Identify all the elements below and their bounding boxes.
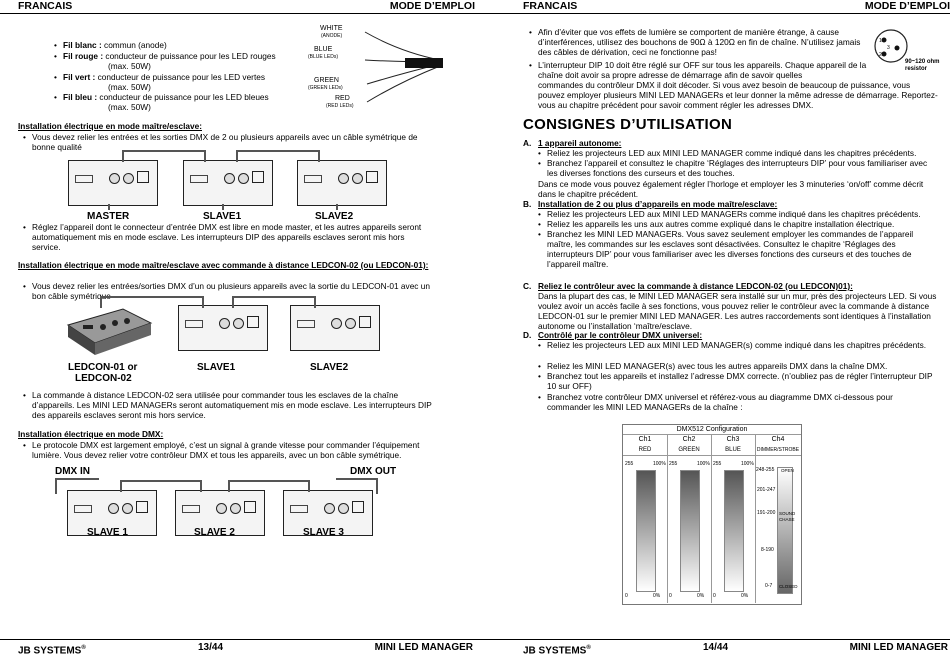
power-cable (108, 204, 110, 210)
resistor-label: 90~120 ohm (905, 59, 940, 65)
channel-name: GREEN (678, 447, 700, 453)
bullet-text: • La commande à distance LEDCON-02 sera utilisée pour commander tous les esclaves de la chaîne d’appareils. Les MINI LED MANAGERs seront automatiquement mis en mode esclave. Les interrupteurs DIP des appareils esclaves seront mis hors service. (32, 390, 432, 420)
left-page (0, 0, 475, 654)
section-letter: B. (523, 199, 532, 209)
channel-name: RED (638, 447, 652, 453)
footer-product: MINI LED MANAGER (374, 642, 473, 653)
pin-label: 3 (887, 45, 890, 51)
diagram-label: SLAVE1 (203, 211, 242, 222)
wire-extra: (max. 50W) (108, 61, 151, 71)
device-slave (178, 305, 268, 351)
wire-label: RED (335, 95, 350, 102)
bullet-text: • Branchez les MINI LED MANAGERs. Vous savez seulement employer les commandes de l’appareil maître, les commandes sur les esclaves sont désactivées. Consultez le chapitre ‘Réglages des interrupteurs DIP’ pour vous familiariser avec les diverses fonctions des curseurs et des touches de l’appareil maître. (547, 229, 937, 269)
bullet-text: • Reliez les projecteurs LED aux MINI LED MANAGER comme indiqué dans les chapitres précédents. (547, 148, 937, 158)
channel-header: Ch1 (638, 436, 652, 443)
footer-brand: JB SYSTEMS® (523, 645, 591, 656)
bullet-text: • Reliez les projecteurs LED aux MINI LED MANAGERs comme indiqué dans les chapitres précédents. (547, 209, 937, 219)
paragraph-text: Dans la plupart des cas, le MINI LED MANAGER sera installé sur un mur, près des projecteurs LED. Si vous voulez avoir un accès facile à ses fonctions, vous pouvez relier le contrôleur avec la commande à distance LEDCON-01 sur le premier MINI LED MANAGER. Les autres raccordements sont identiques à l’installation autonome ou l’installation ‘maître/esclave. (538, 291, 937, 331)
dmx-config-diagram: DMX512 Configuration Ch1 Ch2 Ch3 Ch4 RED GREEN BLUE DIMMER/STROBE 255 100% 0 0% 255 100% 0 0% 255 100% 0 0% 248-255 201-247 191-200 8-190 0-7 OPEN SOUND CHASE CLOSED (622, 424, 802, 605)
channel-name: DIMMER/STROBE (756, 447, 800, 453)
wire-item: • Fil bleu : conducteur de puissance pour les LED bleues (63, 92, 313, 102)
wire-label: GREEN (314, 77, 339, 84)
footer-product: MINI LED MANAGER (849, 642, 948, 653)
fader-green (680, 470, 700, 592)
header-language: FRANCAIS (18, 0, 73, 12)
page-header (0, 0, 475, 14)
bullet-text: • Réglez l’appareil dont le connecteur d’entrée DMX est libre en mode master, et les autres appareils seront automatiquement mis en mode esclave. Les interrupteurs DIP des appareils esclaves seront mis hors service. (32, 222, 432, 252)
header-title: MODE D’EMPLOI (389, 0, 475, 12)
diagram-label: SLAVE2 (310, 362, 349, 373)
section-heading: Contrôlé par le contrôleur DMX universel: (538, 330, 703, 340)
diagram-label: DMX IN (55, 466, 90, 477)
channel-header: Ch3 (726, 436, 740, 443)
wire-extra: (max. 50W) (108, 102, 151, 112)
header-title: MODE D’EMPLOI (864, 0, 950, 12)
bullet-text: • Branchez tout les appareils et installez l’adresse DMX correcte. (n’oubliez pas de régler l’interrupteur DIP 10 sur OFF) (547, 371, 937, 391)
page-footer (475, 639, 950, 654)
diagram-label: DMX OUT (350, 466, 397, 477)
bullet-text: • Branchez votre contrôleur DMX universel et référez-vous au diagramme DMX ci-dessous pour commander les MINI LED MANAGERs de la chaîne : (547, 392, 937, 412)
device-slave (290, 305, 380, 351)
bullet-text: • Afin d’éviter que vos effets de lumière se comportent de manière étrange, à cause d’interférences, utilisez des bouchons de 90Ω à 120Ω en fin de chaîne. N’utilisez jamais des câbles de dérivation, ceci ne fonctionne pas! (538, 27, 873, 57)
diagram-label: LEDCON-02 (75, 373, 132, 384)
section-heading: Installation de 2 ou plus d’appareils en mode maître/esclave: (538, 199, 778, 209)
page-header (475, 0, 950, 14)
section-heading: Installation électrique en mode maître/esclave: (18, 121, 202, 131)
dmx-cable (232, 296, 316, 308)
diagram-label: SLAVE1 (197, 362, 236, 373)
footer-page-number: 13/44 (198, 642, 224, 653)
right-page (475, 0, 950, 654)
bullet-text: • Branchez l’appareil et consultez le chapitre ‘Réglages des interrupteurs DIP’ pour vous familiariser avec les diverses fonctions des curseurs et des touches. (547, 158, 937, 178)
bullet-text: • Reliez les projecteurs LED aux MINI LED MANAGER(s) comme indiqué dans les chapitres précédents. (547, 340, 937, 350)
section-heading: Installation électrique en mode maître/esclave avec commande à distance LEDCON-02 (ou LEDCON-01): (18, 260, 429, 270)
section-heading: 1 appareil autonome: (538, 138, 622, 148)
section-letter: A. (523, 138, 532, 148)
xlr-connector-drawing (873, 28, 909, 64)
wire-label: (RED LEDs) (326, 103, 354, 109)
diagram-label: SLAVE2 (315, 211, 354, 222)
wire-item: • Fil vert : conducteur de puissance pour les LED vertes (63, 72, 313, 82)
power-cable (222, 204, 224, 210)
section-letter: C. (523, 281, 532, 291)
page-footer (0, 639, 475, 654)
dmx-config-title: DMX512 Configuration (623, 425, 801, 435)
paragraph-text: commandes du contrôleur DMX il doit décoder. Si vous avez besoin de beaucoup de puissance, vous pouvez employer plusieurs MINI LED MANAGERs et leur donner la même adresse de démarrage. Reportez-vous au chapitre précédent pour savoir comment régler les adresses DMX. (538, 80, 938, 110)
bullet-text: • Vous devez relier les entrées et les sorties DMX de 2 ou plusieurs appareils avec un câble symétrique de bonne qualité (32, 132, 432, 152)
device-slave (297, 160, 387, 206)
dmx-cable (120, 480, 202, 492)
device-master (68, 160, 158, 206)
wire-label: WHITE (320, 25, 343, 32)
wire-extra: (max. 50W) (108, 82, 151, 92)
diagram-label: MASTER (87, 211, 130, 222)
pin-label: 2 (879, 52, 882, 58)
dmx-cable (336, 478, 378, 494)
wire-label: (GREEN LEDs) (308, 85, 343, 91)
wire-item: • Fil blanc : commun (anode) (63, 40, 323, 50)
ledcon-controller-drawing (63, 303, 153, 361)
diagram-label: SLAVE 1 (87, 527, 128, 538)
wire-item: • Fil rouge : conducteur de puissance pour les LED rouges (63, 51, 313, 61)
resistor-label: resistor (905, 66, 928, 72)
device-slave (183, 160, 273, 206)
fader-dimmer (777, 467, 793, 594)
wire-label: BLUE (314, 46, 333, 53)
channel-header: Ch4 (771, 436, 785, 443)
channel-header: Ch2 (682, 436, 696, 443)
paragraph-text: Dans ce mode vous pouvez également régler l’horloge et employer les 3 minuteries ‘on/off’ comme décrit dans le chapitre précédent. (538, 179, 924, 199)
fader-red (636, 470, 656, 592)
bullet-text: • L’interrupteur DIP 10 doit être réglé sur OFF sur tous les appareils. Chaque appareil de la chaîne doit avoir sa propre adresse de démarrage afin de savoir quelles (538, 60, 873, 80)
dmx-cable (236, 150, 320, 162)
section-heading: Installation électrique en mode DMX: (18, 429, 164, 439)
bullet-text: • Reliez les MINI LED MANAGER(s) avec tous les autres appareils DMX dans la chaîne DMX. (547, 361, 937, 371)
footer-brand: JB SYSTEMS® (18, 645, 86, 656)
pin-label: 1 (879, 38, 882, 44)
wire-label: (ANODE) (321, 33, 343, 39)
section-title: CONSIGNES D’UTILISATION (523, 116, 733, 133)
bullet-text: • Vous devez relier les entrées/sorties DMX d’un ou plusieurs appareils avec la sortie du LEDCON-01 avec un bon câble symétrique (32, 281, 432, 301)
dmx-cable (122, 150, 206, 162)
dmx-cable (228, 480, 310, 492)
diagram-label: SLAVE 2 (194, 527, 235, 538)
wire-label: (BLUE LEDs) (308, 54, 339, 60)
dmx-cable (100, 296, 204, 308)
bullet-text: • Le protocole DMX est largement employé, c’est un signal à grande vitesse pour commander l’équipement lumière. Vous devez relier votre contrôleur DMX et tous les appareils, avec un bon câble symétrique. (32, 440, 432, 460)
channel-name: BLUE (725, 447, 741, 453)
fader-blue (724, 470, 744, 592)
diagram-label: SLAVE 3 (303, 527, 344, 538)
power-cable (336, 204, 338, 210)
footer-page-number: 14/44 (703, 642, 729, 653)
diagram-label: LEDCON-01 or (68, 362, 138, 373)
section-letter: D. (523, 330, 532, 340)
section-heading: Reliez le contrôleur avec la commande à distance LEDCON-02 (ou LEDCON)01): (538, 281, 853, 291)
bullet-text: • Reliez les appareils les uns aux autres comme expliqué dans le chapitre installation électrique. (547, 219, 937, 229)
header-language: FRANCAIS (523, 0, 578, 12)
